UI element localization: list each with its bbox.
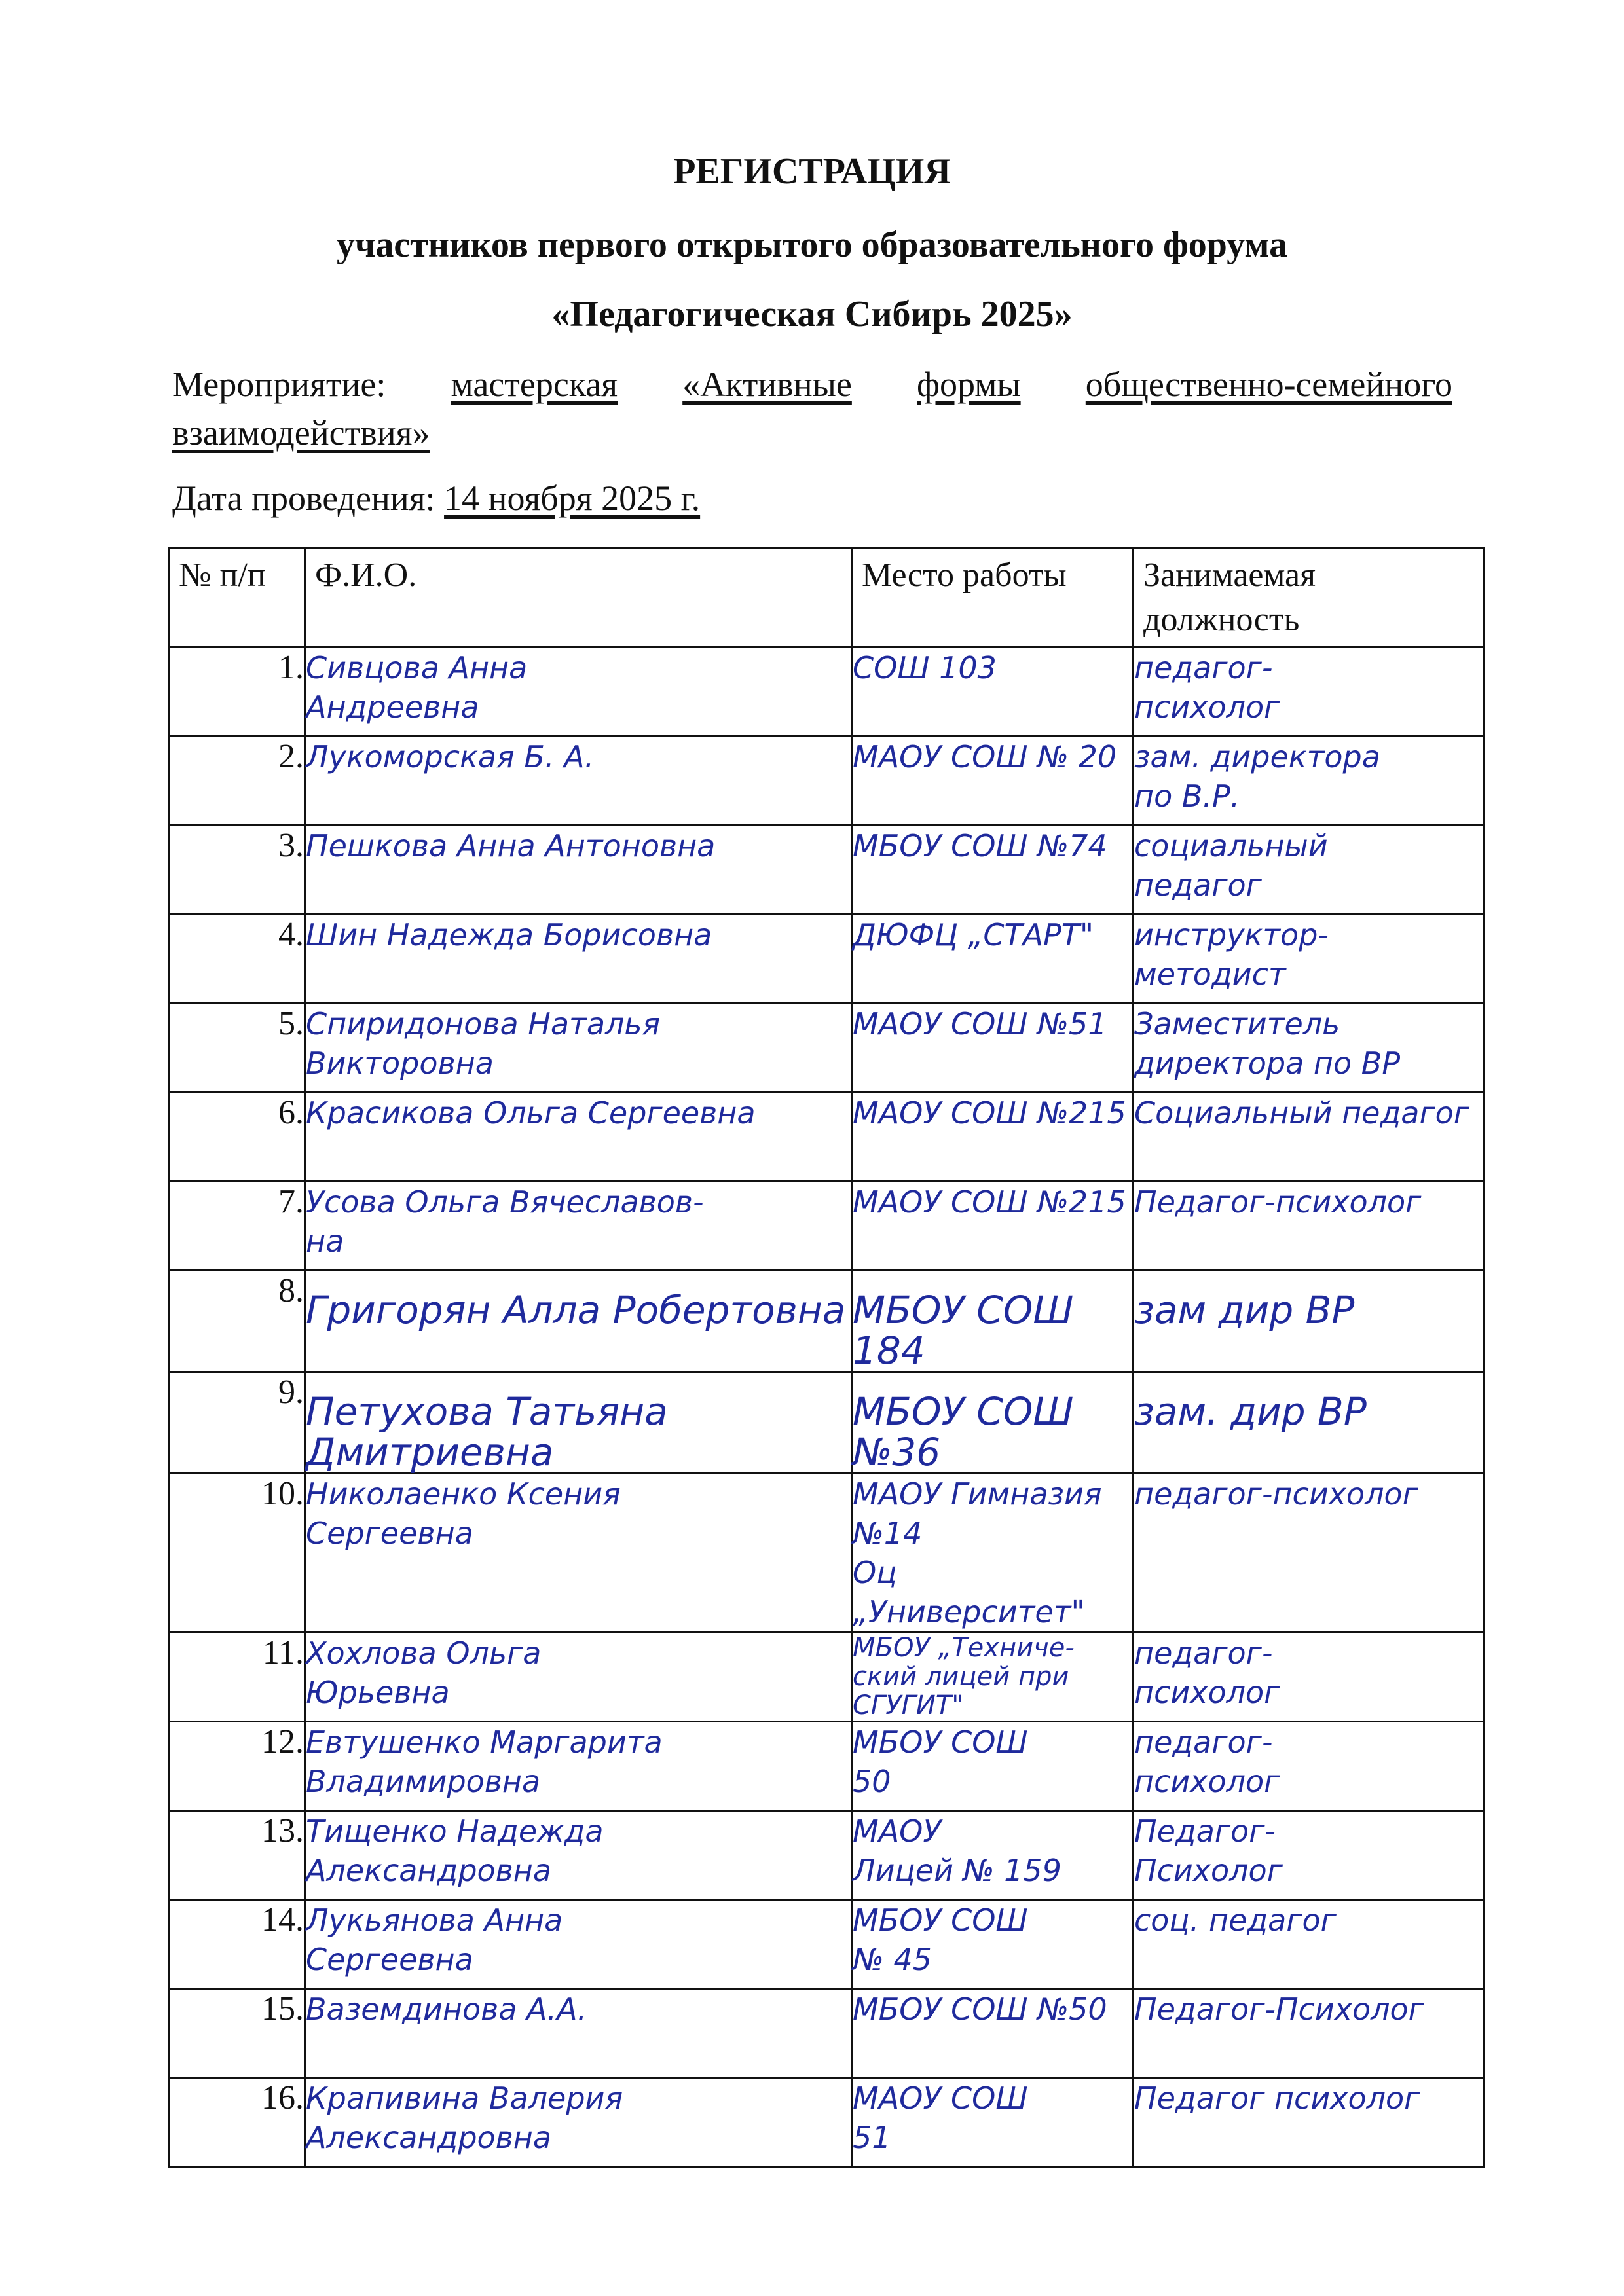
row-number: 4.	[169, 915, 305, 1004]
row-position: Педагог-психолог	[1134, 1182, 1484, 1271]
row-position: педагог-психолог	[1134, 1474, 1484, 1633]
row-position: педагог- психолог	[1134, 1722, 1484, 1811]
row-name: Сивцова Анна Андреевна	[305, 647, 852, 737]
row-position: Педагог-Психолог	[1134, 1989, 1484, 2078]
event-word-4: общественно-семейного	[1085, 365, 1452, 404]
row-position: зам. дир ВР	[1134, 1372, 1484, 1474]
table-row	[169, 2078, 1484, 2167]
row-name: Григорян Алла Робертовна	[305, 1271, 852, 1372]
row-name: Шин Надежда Борисовна	[305, 915, 852, 1004]
row-number: 5.	[169, 1004, 305, 1093]
row-workplace: МАОУ СОШ № 20	[852, 737, 1134, 826]
row-number: 12.	[169, 1722, 305, 1811]
row-position: педагог- психолог	[1134, 647, 1484, 737]
row-workplace: МАОУ СОШ №215	[852, 1182, 1134, 1271]
row-position: Социальный педагог	[1134, 1093, 1484, 1182]
row-position: зам дир ВР	[1134, 1271, 1484, 1372]
row-name: Тищенко Надежда Александровна	[305, 1811, 852, 1900]
row-workplace: ДЮФЦ „СТАРТ"	[852, 915, 1134, 1004]
header-number: № п/п	[169, 549, 305, 647]
event-label: Мероприятие:	[172, 365, 386, 404]
row-workplace: МБОУ СОШ №50	[852, 1989, 1134, 2078]
event-word-2: «Активные	[682, 365, 852, 404]
row-name: Усова Ольга Вячеславов- на	[305, 1182, 852, 1271]
row-number: 16.	[169, 2078, 305, 2167]
row-number: 2.	[169, 737, 305, 826]
row-position: Педагог- Психолог	[1134, 1811, 1484, 1900]
row-name: Николаенко Ксения Сергеевна	[305, 1474, 852, 1633]
date-value: 14 ноября 2025 г.	[444, 479, 701, 518]
row-number: 8.	[169, 1271, 305, 1372]
table-row	[169, 647, 1484, 737]
forum-name: «Педагогическая Сибирь 2025»	[551, 294, 1073, 335]
row-number: 10.	[169, 1474, 305, 1633]
row-name: Пешкова Анна Антоновна	[305, 826, 852, 915]
row-number: 1.	[169, 647, 305, 737]
row-workplace: МБОУ СОШ № 45	[852, 1900, 1134, 1989]
date-label: Дата проведения:	[172, 479, 435, 518]
row-workplace: МАОУ СОШ №51	[852, 1004, 1134, 1093]
row-number: 3.	[169, 826, 305, 915]
row-number: 15.	[169, 1989, 305, 2078]
row-number: 14.	[169, 1900, 305, 1989]
table-row	[169, 1004, 1484, 1093]
row-number: 11.	[169, 1633, 305, 1722]
table-row	[169, 1271, 1484, 1372]
row-workplace: МБОУ СОШ 50	[852, 1722, 1134, 1811]
event-word-1: мастерская	[451, 365, 618, 404]
table-row	[169, 1989, 1484, 2078]
row-number: 7.	[169, 1182, 305, 1271]
table-row	[169, 1811, 1484, 1900]
row-name: Хохлова Ольга Юрьевна	[305, 1633, 852, 1722]
row-name: Ваземдинова А.А.	[305, 1989, 852, 2078]
row-name: Спиридонова Наталья Викторовна	[305, 1004, 852, 1093]
table-row	[169, 915, 1484, 1004]
registration-table	[168, 547, 1485, 2168]
row-number: 9.	[169, 1372, 305, 1474]
table-row	[169, 1722, 1484, 1811]
document-subtitle: участников первого открытого образовательного форума	[336, 225, 1288, 265]
row-workplace: МАОУ Гимназия №14 Оц „Университет"	[852, 1474, 1134, 1633]
table-row	[169, 1633, 1484, 1722]
table-row	[169, 1900, 1484, 1989]
table-row	[169, 1474, 1484, 1633]
event-block	[172, 360, 1452, 457]
row-position: инструктор- методист	[1134, 915, 1484, 1004]
row-workplace: МБОУ „Техниче- ский лицей при СГУГИТ"	[852, 1633, 1134, 1722]
row-workplace: МАОУ Лицей № 159	[852, 1811, 1134, 1900]
row-workplace: МАОУ СОШ 51	[852, 2078, 1134, 2167]
row-name: Лукьянова Анна Сергеевна	[305, 1900, 852, 1989]
row-name: Крапивина Валерия Александровна	[305, 2078, 852, 2167]
row-name: Красикова Ольга Сергеевна	[305, 1093, 852, 1182]
table-row	[169, 826, 1484, 915]
row-name: Петухова Татьяна Дмитриевна	[305, 1372, 852, 1474]
table-row	[169, 1182, 1484, 1271]
row-workplace: СОШ 103	[852, 647, 1134, 737]
row-name: Лукоморская Б. А.	[305, 737, 852, 826]
row-position: зам. директора по В.Р.	[1134, 737, 1484, 826]
row-position: педагог- психолог	[1134, 1633, 1484, 1722]
event-date	[172, 478, 700, 519]
header-name: Ф.И.О.	[305, 549, 852, 647]
table-row	[169, 737, 1484, 826]
row-number: 13.	[169, 1811, 305, 1900]
table-row	[169, 1372, 1484, 1474]
document-title: РЕГИСТРАЦИЯ	[673, 151, 951, 192]
row-name: Евтушенко Маргарита Владимировна	[305, 1722, 852, 1811]
row-workplace: МБОУ СОШ №74	[852, 826, 1134, 915]
row-position: Педагог психолог	[1134, 2078, 1484, 2167]
header-workplace: Место работы	[852, 549, 1134, 647]
row-number: 6.	[169, 1093, 305, 1182]
header-position: Занимаемая должность	[1134, 549, 1484, 647]
row-workplace: МБОУ СОШ 184	[852, 1271, 1134, 1372]
row-position: Заместитель директора по ВР	[1134, 1004, 1484, 1093]
event-word-3: формы	[917, 365, 1021, 404]
table-header-row	[169, 549, 1484, 647]
row-workplace: МБОУ СОШ №36	[852, 1372, 1134, 1474]
event-value-line2: взаимодействия»	[172, 413, 430, 452]
table-row	[169, 1093, 1484, 1182]
row-position: социальный педагог	[1134, 826, 1484, 915]
row-position: соц. педагог	[1134, 1900, 1484, 1989]
row-workplace: МАОУ СОШ №215	[852, 1093, 1134, 1182]
